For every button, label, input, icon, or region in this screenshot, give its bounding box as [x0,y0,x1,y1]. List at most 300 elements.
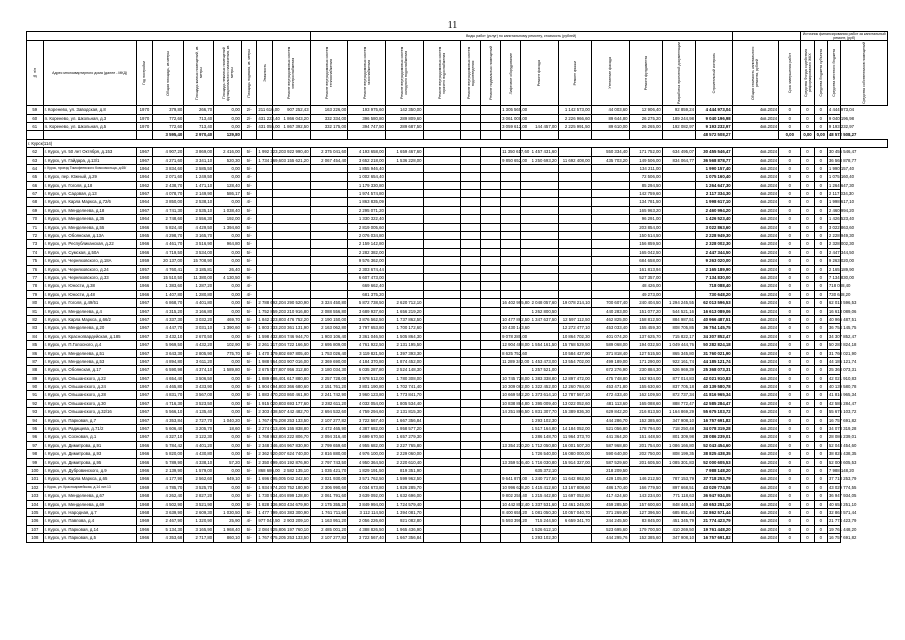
table-cell [501,416,521,424]
table-cell [310,290,348,298]
table-cell [558,307,591,315]
table-cell: 1 426 523,40 [828,216,855,222]
table-cell: 0 [814,458,827,466]
table-cell: 0 [779,299,801,307]
table-cell: 1 753 026,40 [310,349,348,357]
table-cell: 84 [27,332,44,340]
table-cell: 1 730 534,40 [258,493,284,499]
table-cell: 0 [801,173,814,181]
table-cell [662,466,695,474]
address-cell: г. Курск, ул. Народная, д.7 [43,508,136,516]
address-cell: г. Курск, ул. П.Голосного, д.4 [43,341,136,349]
table-cell [558,232,591,240]
table-cell [423,517,461,525]
table-cell: 92 [27,399,44,407]
table-cell: 15 708,90 [184,257,214,265]
table-cell: 1970 [136,114,153,122]
table-cell: 4 290 520,90 [272,299,310,307]
table-cell: 0 [779,122,801,130]
table-cell: 0 [814,425,827,433]
table-cell: 1 337 531,60 [521,500,559,508]
table-cell: 3 567,00 [184,391,214,399]
table-cell: 5/- [241,475,257,483]
address-cell: г. Курск, ул. 50 лет Октября, д.153 [43,148,136,156]
table-cell: 146 212,50 [629,475,662,483]
table-row [27,534,888,542]
table-cell: 1 035 421,70 [310,466,348,474]
table-cell: 7 134 830,00 [828,274,855,280]
table-cell [423,122,461,130]
table-row [27,408,888,416]
table-cell: 0 [801,164,814,172]
table-cell: 5/- [241,232,257,240]
table-cell [423,383,461,391]
table-cell: 1959 [136,257,153,265]
table-cell: 2 748,60 [153,215,184,223]
table-cell: 0 [801,433,814,441]
table-cell: 1 075 160,40 [696,173,733,181]
table-cell: 63 [27,156,44,164]
table-cell: 2 107 277,82 [310,416,348,424]
table-cell: 2 071,60 [153,173,184,181]
address-cell: г. Курск, ул. Обоянская, д.13А [43,232,136,240]
table-cell: 1 883 470,20 [258,392,284,398]
table-cell: 3 922 990,40 [272,148,310,156]
table-cell: 2 303 674,44 [348,265,386,273]
table-cell: 1 702 741,40 [385,383,423,391]
table-cell: 634 495,07 [662,148,695,156]
address-cell: г. Курск, ул. Черняховского, д.33 [43,274,136,282]
table-cell [423,416,461,424]
table-cell: 2 620 712,10 [385,299,423,307]
table-cell: 0,00 [801,131,814,139]
table-cell: 100 [27,466,44,474]
table-cell: 2 827,20 [184,492,214,500]
table-cell: 15 389 836,30 [558,408,591,416]
table-cell [481,164,501,172]
table-cell: 4 271,60 [153,156,184,164]
table-cell: 1 768 862,80 [258,434,284,440]
table-row [27,433,888,441]
table-cell: 89 610,00 [591,122,629,130]
table-cell: 4кв.2024 [732,307,779,315]
table-cell: 1964 [136,173,153,181]
table-cell: 10 477 862,50 [502,316,530,322]
table-cell: 1 215 442,80 [521,492,559,500]
table-cell: 1966 [136,525,153,533]
table-cell [423,282,461,290]
table-cell [461,215,481,223]
table-cell: 0 [779,148,801,156]
table-cell: 1967 [136,332,153,340]
table-cell: 92 859,24 [662,106,695,114]
table-cell: 730 648,20 [696,290,733,298]
table-cell [423,374,461,382]
table-cell: 0,00 [214,383,242,391]
table-cell: 1964 [136,198,153,206]
table-cell: 2/- [241,106,257,114]
table-cell: 2 084 925,80 [258,526,284,532]
column-header-label: Площадь подвала, кв. метры [247,48,252,98]
table-cell: 0 [814,399,827,407]
table-cell: 4кв.2024 [732,517,779,525]
table-cell: 4кв.2024 [732,525,779,533]
table-cell: 16 757 691,82 [696,416,733,424]
table-cell: 12 272 477,10 [558,324,591,332]
table-cell [423,190,461,198]
table-cell [662,257,695,265]
table-cell [558,525,591,533]
table-cell: 42 585 284,47 [696,399,733,407]
address-cell: г. Курск, пер. Южный, д.29 [43,173,136,181]
table-cell [272,181,310,189]
table-cell: 4кв.2024 [732,324,779,332]
table-cell: 0 [801,282,814,290]
table-cell: 2 695 809,00 [310,341,348,349]
table-cell: 72 [27,232,44,240]
table-cell [461,534,481,542]
table-cell [501,425,521,433]
table-cell: 2 369 690,00 [310,357,348,365]
table-cell: 0,00 [214,391,242,399]
table-cell: 1 470 179,80 [258,350,284,356]
address-cell: г. Курск, ул. Ольшанского, д.24 [43,383,136,391]
table-row [27,391,888,399]
table-cell [310,215,348,223]
table-cell: 3 032,20 [184,315,214,323]
table-cell [591,198,629,206]
table-row [27,122,888,130]
column-header-label: Ремонт фундамента [643,56,648,91]
table-cell: 2 556,30 [184,215,214,223]
table-cell: 0 [814,164,827,172]
table-cell: 2 350 699,40 [258,459,284,465]
table-cell: 10 442 802,40 [502,501,530,507]
table-cell: 3 341,10 [184,156,214,164]
table-cell [501,274,521,282]
table-cell [257,265,273,273]
table-cell [257,240,273,248]
table-cell [481,450,501,458]
address-cell: г. Курск, ул. Черняховского, д.24 [43,265,136,273]
table-cell: 589 068,00 [591,341,629,349]
table-cell: 897 668,51 [662,483,695,491]
table-cell: 0 [801,148,814,156]
address-cell: г. Курск, ул. Черняховского, д.18А [43,257,136,265]
table-cell [481,131,501,139]
table-cell [481,265,501,273]
table-cell: 26 275,20 [629,114,662,122]
table-cell: 0 [779,290,801,298]
table-cell: 3 022 863,60 [828,224,855,230]
table-cell: 0 [779,156,801,164]
table-cell [521,282,559,290]
table-cell [272,257,310,265]
table-cell [310,206,348,214]
table-cell: 0 [801,106,814,114]
table-cell [423,366,461,374]
table-cell: 5/- [241,458,257,466]
table-cell: 2 805,90 [184,349,214,357]
column-header [662,41,695,106]
table-cell [501,223,521,231]
table-cell [591,274,629,282]
table-cell [423,274,461,282]
table-cell: 13 167 808,60 [558,483,591,491]
address-cell: г. Курск, ул. Гайдара, д.13/1 [43,156,136,164]
table-cell: 4кв.2024 [732,315,779,323]
table-cell: 0 [814,525,827,533]
table-cell: 1 803 333,20 [258,325,284,331]
table-cell: 1 767 675,20 [258,535,284,541]
table-cell: 0 [801,416,814,424]
table-cell [423,425,461,433]
table-cell [501,525,521,533]
table-cell: 80 [27,299,44,307]
table-cell: 1 030,50 [214,508,242,516]
column-header-label: Ремонт внутридомовых систем водоотведения [466,47,475,100]
table-cell: 2 970,40 [184,131,214,139]
table-cell: 3 643,30 [153,349,184,357]
total-row [27,131,888,139]
table-cell: 157 600,60 [629,500,662,508]
table-cell: 0 [801,240,814,248]
table-cell [385,173,423,181]
table-cell: 89 644,80 [591,114,629,122]
table-cell: 5/- [241,206,257,214]
table-cell: 44 185 121,74 [828,358,857,364]
table-cell [591,265,629,273]
table-cell: 171 290,00 [629,357,662,365]
table-cell: 150 514,50 [629,232,662,240]
table-cell [423,475,461,483]
table-cell: 4/- [241,198,257,206]
table-cell: 4кв.2024 [732,374,779,382]
table-cell: 922 161,74 [662,357,695,365]
table-cell: 0 [779,332,801,340]
table-cell: 85 294,50 [629,181,662,189]
table-cell: 5/- [241,366,257,374]
table-cell: 526 969,39 [662,366,695,374]
table-cell: 162 934,00 [629,374,662,382]
table-cell: 86 [27,349,44,357]
table-cell: 1 737 862,50 [385,315,423,323]
table-cell [662,282,695,290]
table-cell: 3 722 567,40 [348,534,386,542]
table-cell: 1 579,00 [184,466,214,474]
table-cell [481,324,501,332]
table-cell: 98 [27,450,44,458]
table-cell: 1 934 874,20 [258,484,284,490]
table-cell: 1 322 452,00 [521,383,559,391]
table-cell: 0 [814,357,827,365]
table-cell: 64 [27,164,44,172]
table-cell: 4 315,20 [153,307,184,315]
table-cell: 1967 [136,307,153,315]
table-cell [423,206,461,214]
table-row [27,282,888,290]
table-row [27,274,888,282]
table-cell: 12 787 567,10 [558,391,591,399]
column-header [779,41,801,106]
column-header-label: Срок завершения работ [787,53,792,94]
table-cell: 1 889 686,40 [258,375,284,381]
table-cell: 5/- [241,349,257,357]
table-cell: 7 134 830,00 [696,274,733,282]
table-cell: 4 177,90 [153,475,184,483]
table-cell [501,307,521,315]
table-cell [461,232,481,240]
table-cell [310,257,348,265]
table-cell [461,131,481,139]
table-cell: 0 [801,156,814,164]
table-cell [310,282,348,290]
table-cell [558,206,591,214]
table-cell: 2 562,60 [184,475,214,483]
table-cell: 3 523,50 [184,399,214,407]
address-cell: г. Курск, ул. Карла Маркса, д.65 [43,475,136,483]
table-cell [662,232,695,240]
column-header [521,41,559,106]
table-cell: 2 190 150,00 [310,315,348,323]
table-cell [591,173,629,181]
table-cell: 34 078 319,28 [828,426,857,432]
table-cell: 1957 [136,265,153,273]
table-cell: 459 285,50 [591,500,629,508]
table-cell [423,508,461,516]
table-row [27,492,888,500]
address-cell: г. Коренево, ул. Заводская, д.8 [43,106,136,114]
table-cell [481,525,501,533]
table-cell: 0 [814,508,827,516]
table-cell: 93 [27,408,44,416]
table-cell [481,383,501,391]
table-cell [423,458,461,466]
table-cell: 1 394 081,70 [385,508,423,516]
table-cell [481,223,501,231]
table-cell [257,206,273,214]
table-cell: 4 374,10 [184,366,214,374]
table-cell [423,433,461,441]
table-cell [310,223,348,231]
table-cell [423,148,461,156]
table-cell: 106 [27,517,44,525]
table-cell: 16 613 089,06 [696,307,733,315]
table-cell [662,274,695,282]
table-cell [385,240,423,248]
table-cell: 4кв.2024 [732,458,779,466]
table-cell: 5 820,00 [153,450,184,458]
table-cell: 4кв.2024 [732,122,779,130]
table-cell [662,265,695,273]
table-cell: 7 988 148,20 [696,466,733,474]
table-cell [481,181,501,189]
table-cell: 10 584 427,90 [558,349,591,357]
table-cell: 396 580,80 [348,114,386,122]
table-cell: 1 257 521,00 [521,366,559,374]
table-cell: 1 536 228,00 [385,156,423,164]
table-cell: 877 014,83 [662,374,695,382]
table-cell: 0 [801,332,814,340]
table-cell: 715 822,17 [662,332,695,340]
table-cell: 2 131 815,30 [385,408,423,416]
table-cell: 2 538,10 [184,198,214,206]
table-cell [481,190,501,198]
table-cell: 2 149,90 [184,190,214,198]
table-cell [272,198,310,206]
table-cell: 1 526 612,10 [521,525,559,533]
column-header-label: Ремонт внутридомовых систем электроснабжения [287,47,296,100]
table-cell [481,391,501,399]
table-cell: 371 818,40 [591,349,629,357]
table-cell: 3 180 034,30 [310,366,348,374]
table-cell: 60 [27,114,44,122]
table-cell: 0 [779,173,801,181]
table-cell: 0 [801,525,814,533]
table-cell: 0,00 [214,114,242,122]
address-cell: г. Курск, ул. Парковая, д.7 [43,416,136,424]
address-cell: г. Курск, ул. Парковая, д.5 [43,534,136,542]
table-cell [558,534,591,542]
table-cell [558,148,591,156]
table-cell [521,164,559,172]
table-cell: 0 [779,458,801,466]
table-cell: 1 780 308,00 [385,374,423,382]
table-cell: 5 824,40 [153,223,184,231]
table-cell: 4кв.2024 [732,114,779,122]
table-cell [27,131,44,139]
table-cell: 629 842,20 [591,408,629,416]
table-cell: 3 059 612,00 [502,123,528,129]
table-cell: 2 328 002,30 [828,241,855,247]
table-cell [461,265,481,273]
table-cell: 76 [27,265,44,273]
table-cell: 74 [27,248,44,256]
table-cell: 4кв.2024 [732,492,779,500]
table-cell: 4 831,70 [153,391,184,399]
table-cell: 3 525,70 [184,483,214,491]
table-cell: 50 282 824,18 [828,342,857,348]
table-cell [481,206,501,214]
table-cell: 0 [814,232,827,240]
table-cell: 3 165,70 [184,232,214,240]
table-cell: 4кв.2024 [732,206,779,214]
table-cell: 0,00 [214,399,242,407]
table-cell: 1 075 160,40 [828,174,855,180]
table-row [27,215,888,223]
table-cell: 144 457,00 [521,122,559,130]
table-cell: 4кв.2024 [732,274,779,282]
table-cell [423,248,461,256]
table-cell: 1962 [136,181,153,189]
table-cell: 0 [814,332,827,340]
table-cell [481,475,501,483]
table-cell: 3 122,30 [184,433,214,441]
table-cell: 4 746 944,70 [272,332,310,340]
table-cell [662,198,695,206]
table-cell: 67 [27,190,44,198]
table-cell: 4 444 973,04 [696,106,733,114]
table-cell [521,223,559,231]
table-cell: 4/- [241,215,257,223]
table-cell: 48 572 508,27 [696,131,733,139]
table-cell: 2 139,90 [153,466,184,474]
table-cell: 0,00 [214,483,242,491]
table-cell: 0 [814,215,827,223]
table-row [27,341,888,349]
table-row [27,416,888,424]
table-row [27,357,888,365]
